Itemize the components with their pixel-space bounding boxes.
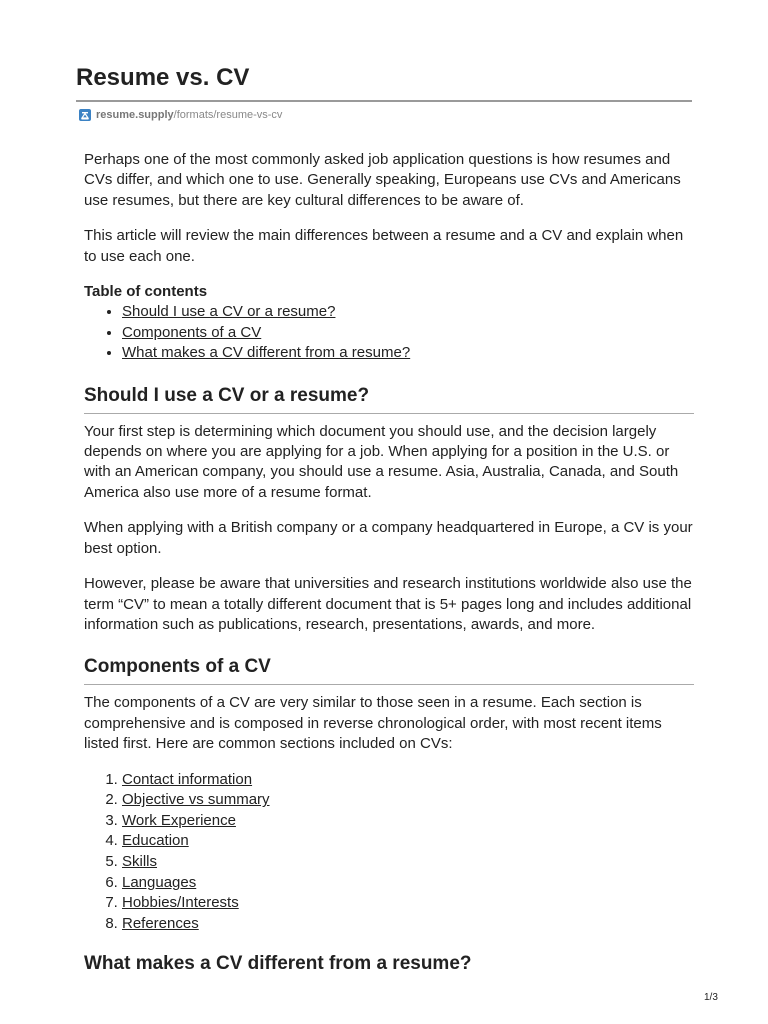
document-icon [78, 108, 92, 122]
article-body [84, 150, 694, 976]
table-of-contents [84, 302, 694, 363]
page-title: Resume vs. CV [76, 64, 250, 91]
list-item [122, 790, 694, 811]
toc-item [122, 343, 694, 363]
cv-link-objective-vs-summary[interactable]: Objective vs summary [122, 791, 270, 809]
list-item [122, 831, 694, 852]
cv-link-references[interactable]: References [122, 914, 199, 932]
section1-paragraph-2: When applying with a British company or a company headquartered in Europe, a CV is your best option. [84, 519, 693, 557]
toc-item [122, 323, 694, 343]
section-heading-components: Components of a CV [84, 655, 694, 685]
section1-paragraph-3: However, please be aware that universities and research institutions worldwide also use the term “CV” to mean a totally different document that is 5+ pages long and includes additional information such as publications, research, presentations, awards, and more. [84, 575, 692, 633]
toc-heading: Table of contents [84, 283, 208, 301]
section-heading-should-i-use: Should I use a CV or a resume? [84, 384, 694, 414]
section1-paragraph-1: Your first step is determining which document you should use, and the decision largely depends on where you are applying for a job. When applying for a position in the U.S. or with an American company, you should use a resume. Asia, Australia, Canada, and South America also use more of a resume format. [84, 422, 679, 501]
section-heading-differences: What makes a CV different from a resume? [84, 953, 472, 975]
toc-item [122, 302, 694, 322]
source-domain[interactable]: resume.supply [96, 109, 174, 121]
list-item [122, 914, 694, 935]
title-divider [76, 100, 692, 102]
list-item [122, 852, 694, 873]
list-item [122, 770, 694, 791]
source-line[interactable] [78, 107, 282, 123]
cv-link-education[interactable]: Education [122, 832, 189, 850]
list-item [122, 811, 694, 832]
cv-link-languages[interactable]: Languages [122, 873, 197, 891]
cv-link-hobbies-interests[interactable]: Hobbies/Interests [122, 894, 239, 912]
cv-link-contact-information[interactable]: Contact information [122, 770, 253, 788]
toc-link-should-i-use[interactable]: Should I use a CV or a resume? [122, 303, 336, 321]
intro-paragraph-2: This article will review the main differences between a resume and a CV and explain when to use each one. [84, 227, 684, 265]
list-item [122, 873, 694, 894]
cv-link-work-experience[interactable]: Work Experience [122, 811, 236, 829]
intro-paragraph-1: Perhaps one of the most commonly asked job application questions is how resumes and CVs differ, and which one to use. Generally speaking, Europeans use CVs and Americans use resumes, but there are key cultural differences to be aware of. [84, 151, 681, 209]
toc-link-differences[interactable]: What makes a CV different from a resume? [122, 344, 411, 362]
source-path[interactable]: /formats/resume-vs-cv [173, 109, 283, 121]
toc-link-components[interactable]: Components of a CV [122, 323, 262, 341]
list-item [122, 893, 694, 914]
cv-link-skills[interactable]: Skills [122, 852, 158, 870]
section2-paragraph-1: The components of a CV are very similar to those seen in a resume. Each section is comprehensive and is composed in reverse chronological order, with most recent items listed first. Here are common sections included on CVs: [84, 694, 662, 753]
cv-components-list [84, 770, 694, 935]
page-number: 1/3 [704, 992, 718, 1003]
